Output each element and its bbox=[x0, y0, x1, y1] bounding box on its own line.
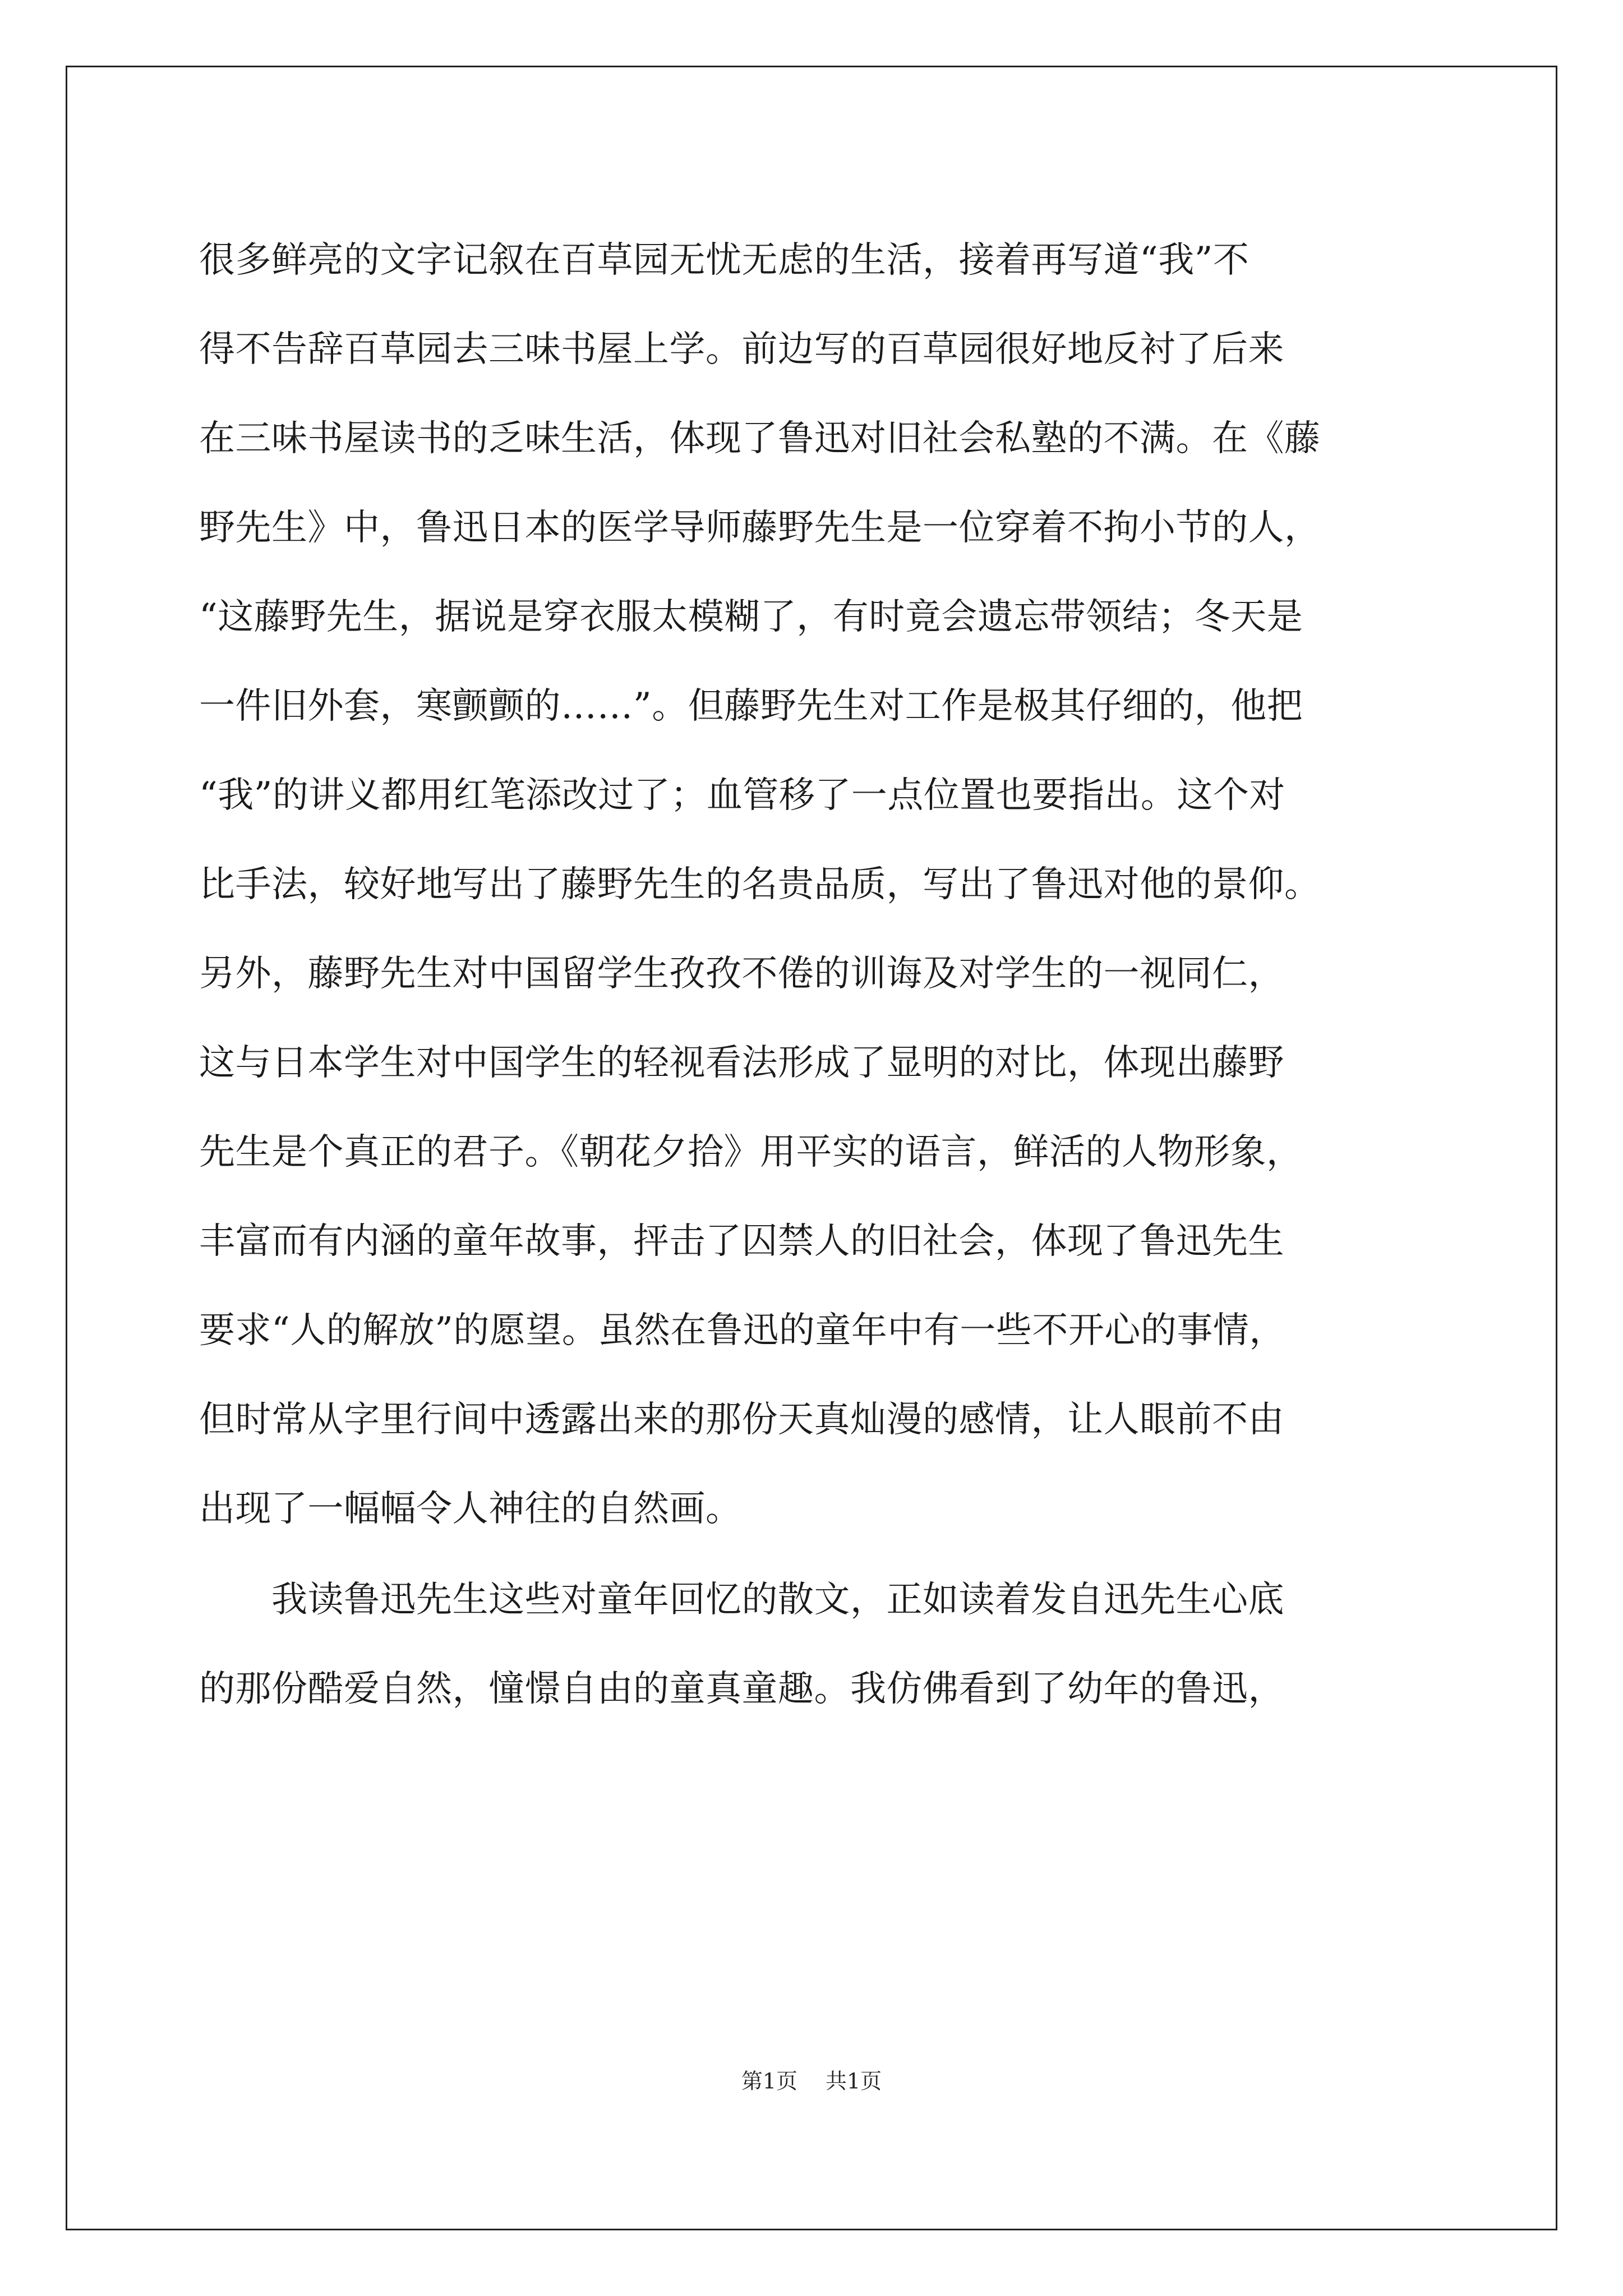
text-line: 比手法，较好地写出了藤野先生的名贵品质，写出了鲁迅对他的景仰。 bbox=[199, 864, 1321, 905]
text-line: “这藤野先生，据说是穿衣服太模糊了，有时竟会遗忘带领结；冬天是 bbox=[199, 596, 1303, 638]
text-line: 在三味书屋读书的乏味生活，体现了鲁迅对旧社会私塾的不满。在《藤 bbox=[199, 418, 1321, 459]
text-line: 一件旧外套，寒颤颤的……”。但藤野先生对工作是极其仔细的，他把 bbox=[199, 685, 1303, 727]
text-line: 先生是个真正的君子。《朝花夕拾》用平实的语言，鲜活的人物形象， bbox=[199, 1131, 1303, 1173]
total-pages: 共1页 bbox=[826, 2069, 882, 2093]
text-line: 的那份酷爱自然，憧憬自由的童真童趣。我仿佛看到了幼年的鲁迅， bbox=[199, 1668, 1284, 1710]
text-line: 丰富而有内涵的童年故事，抨击了囚禁人的旧社会，体现了鲁迅先生 bbox=[199, 1221, 1284, 1262]
document-body bbox=[199, 216, 1433, 1734]
text-line: 我读鲁迅先生这些对童年回忆的散文，正如读着发自迅先生心底 bbox=[199, 1579, 1284, 1621]
text-line: 出现了一幅幅令人神往的自然画。 bbox=[199, 1488, 742, 1530]
text-line: 这与日本学生对中国学生的轻视看法形成了显明的对比，体现出藤野 bbox=[199, 1042, 1284, 1084]
text-line: 得不告辞百草园去三味书屋上学。前边写的百草园很好地反衬了后来 bbox=[199, 329, 1284, 370]
text-line: 要求“人的解放”的愿望。虽然在鲁迅的童年中有一些不开心的事情， bbox=[199, 1310, 1285, 1351]
text-line: 野先生》中，鲁迅日本的医学导师藤野先生是一位穿着不拘小节的人， bbox=[199, 507, 1321, 549]
text-line: 但时常从字里行间中透露出来的那份天真灿漫的感情，让人眼前不由 bbox=[199, 1399, 1284, 1441]
text-line: 很多鲜亮的文字记叙在百草园无忧无虑的生活，接着再写道“我”不 bbox=[199, 240, 1249, 281]
text-line: 另外，藤野先生对中国留学生孜孜不倦的训诲及对学生的一视同仁， bbox=[199, 953, 1284, 995]
page-footer bbox=[0, 2067, 1623, 2095]
text-line: “我”的讲义都用红笔添改过了；血管移了一点位置也要指出。这个对 bbox=[199, 775, 1285, 816]
page-number: 第1页 bbox=[741, 2069, 797, 2093]
